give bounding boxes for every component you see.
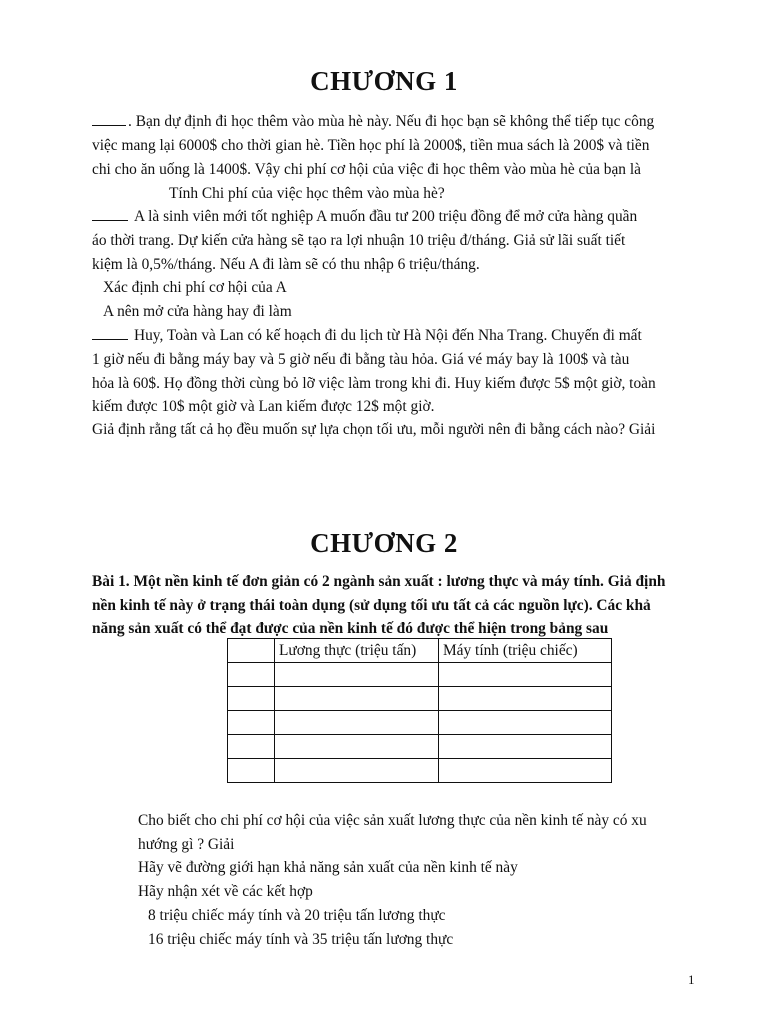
table-cell xyxy=(439,759,612,783)
table-header-cell xyxy=(228,639,275,663)
table-row xyxy=(228,711,612,735)
table-cell xyxy=(439,687,612,711)
table-row xyxy=(228,735,612,759)
question-1-line-2: việc mang lại 6000$ cho thời gian hè. Tiền học phí là 2000$, tiền mua sách là 200$ và tiền xyxy=(92,137,650,154)
table-cell xyxy=(439,711,612,735)
question-2-line-2: áo thời trang. Dự kiến cửa hàng sẽ tạo ra lợi nhuận 10 triệu đ/tháng. Giả sử lãi suất tiết xyxy=(92,232,626,249)
question-line-3: Hãy vẽ đường giới hạn khả năng sản xuất của nền kinh tế này xyxy=(138,859,518,876)
question-line-1: Cho biết cho chi phí cơ hội của việc sản xuất lương thực của nền kinh tế này có xu xyxy=(138,812,647,829)
table-cell xyxy=(275,711,439,735)
question-1-line-1: . Bạn dự định đi học thêm vào mùa hè này. Nếu đi học bạn sẽ không thể tiếp tục công xyxy=(92,110,654,134)
table-header-row xyxy=(228,639,612,663)
production-possibilities-table xyxy=(227,638,612,783)
question-line-4: Hãy nhận xét về các kết hợp xyxy=(138,883,313,900)
question-1-line-4: Tính Chi phí của việc học thêm vào mùa hè? xyxy=(169,185,445,202)
question-2-item-2: A nên mở cửa hàng hay đi làm xyxy=(103,303,292,320)
question-3-line-1: Huy, Toàn và Lan có kế hoạch đi du lịch từ Hà Nội đến Nha Trang. Chuyến đi mất xyxy=(92,324,642,348)
question-line-2: hướng gì ? Giải xyxy=(138,836,235,853)
question-3-line-5: Giả định rằng tất cả họ đều muốn sự lựa chọn tối ưu, mỗi người nên đi bằng cách nào? Giải xyxy=(92,421,656,438)
table-cell xyxy=(439,663,612,687)
question-3-line-4: kiếm được 10$ một giờ và Lan kiếm được 12$ một giờ. xyxy=(92,398,435,415)
table-row xyxy=(228,687,612,711)
table-cell xyxy=(228,735,275,759)
table-header-cell: Lương thực (triệu tấn) xyxy=(275,639,439,663)
question-2-line-1: A là sinh viên mới tốt nghiệp A muốn đầu tư 200 triệu đồng để mở cửa hàng quần xyxy=(92,205,637,229)
table-cell xyxy=(228,759,275,783)
exercise-1-line-2: nền kinh tế này ở trạng thái toàn dụng (sử dụng tối ưu tất cả các nguồn lực). Các khả xyxy=(92,597,651,614)
chapter-2-title: CHƯƠNG 2 xyxy=(310,528,458,558)
table-header-cell: Máy tính (triệu chiếc) xyxy=(439,639,612,663)
chapter-1-title: CHƯƠNG 1 xyxy=(310,66,458,96)
table-row xyxy=(228,759,612,783)
question-2-item-1: Xác định chi phí cơ hội của A xyxy=(103,279,287,296)
table-row xyxy=(228,663,612,687)
answer-blank[interactable] xyxy=(92,206,128,221)
answer-blank[interactable] xyxy=(92,111,126,126)
combination-item-1: 8 triệu chiếc máy tính và 20 triệu tấn lương thực xyxy=(148,907,446,924)
question-3-line-2: 1 giờ nếu đi bằng máy bay và 5 giờ nếu đi bằng tàu hỏa. Giá vé máy bay là 100$ và tàu xyxy=(92,351,630,368)
page-number: 1 xyxy=(688,972,695,987)
combination-item-2: 16 triệu chiếc máy tính và 35 triệu tấn lương thực xyxy=(148,931,454,948)
exercise-1-line-3: năng sản xuất có thể đạt được của nền kinh tế đó được thể hiện trong bảng sau xyxy=(92,620,609,637)
question-3-line-3: hỏa là 60$. Họ đồng thời cùng bỏ lỡ việc làm trong khi đi. Huy kiếm được 5$ một giờ, toàn xyxy=(92,375,656,392)
answer-blank[interactable] xyxy=(92,325,128,340)
table-cell xyxy=(275,759,439,783)
table-cell xyxy=(228,663,275,687)
table-cell xyxy=(275,735,439,759)
exercise-1-line-1: Bài 1. Một nền kinh tế đơn giản có 2 ngành sản xuất : lương thực và máy tính. Giả định xyxy=(92,573,666,590)
table-cell xyxy=(275,687,439,711)
table-cell xyxy=(275,663,439,687)
question-1-line-3: chi cho ăn uống là 1400$. Vậy chi phí cơ hội của việc đi học thêm vào mùa hè của bạn là xyxy=(92,161,641,178)
question-2-line-3: kiệm là 0,5%/tháng. Nếu A đi làm sẽ có thu nhập 6 triệu/tháng. xyxy=(92,256,480,273)
table-cell xyxy=(228,687,275,711)
table-cell xyxy=(439,735,612,759)
table-cell xyxy=(228,711,275,735)
